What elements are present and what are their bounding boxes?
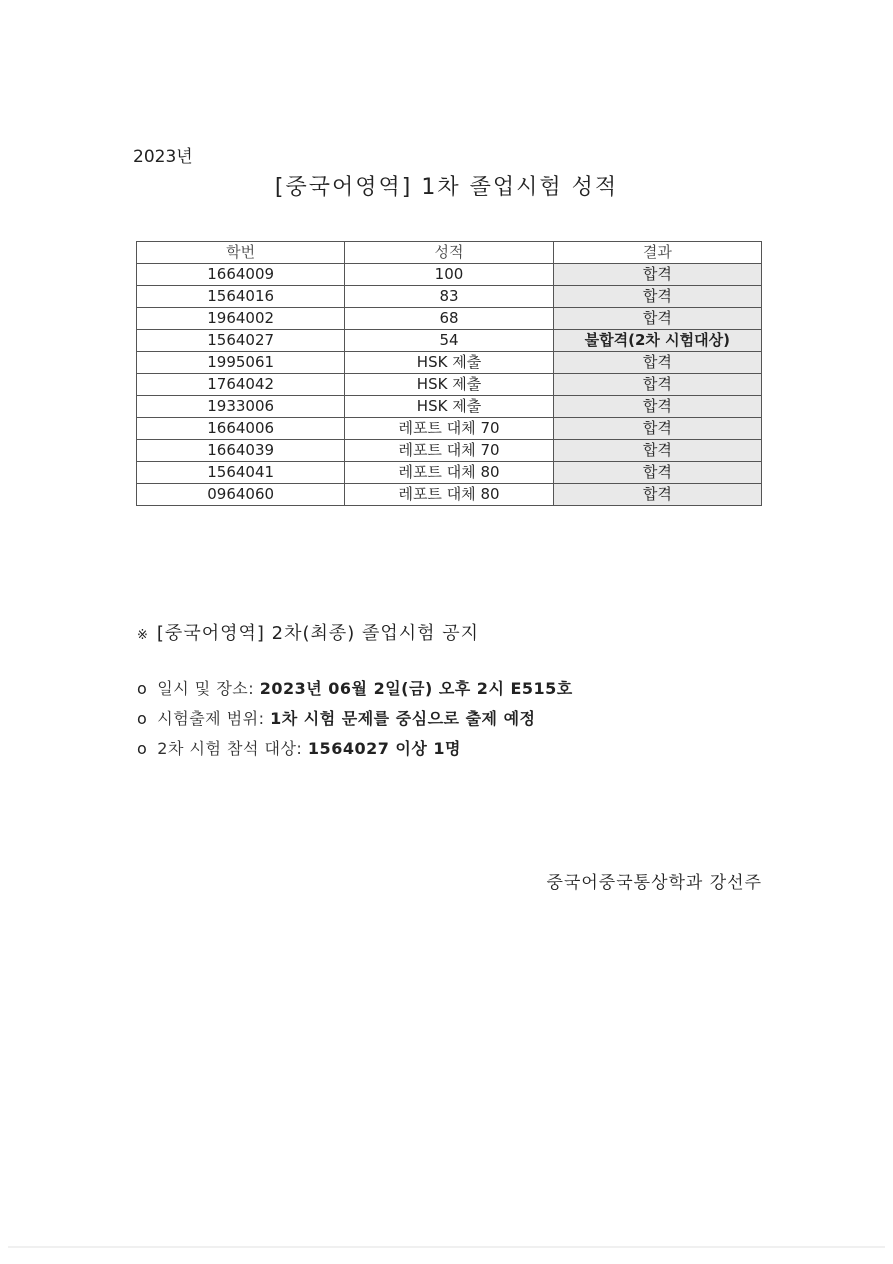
result-cell: 합격: [553, 374, 761, 396]
list-item: [137, 736, 573, 766]
table-row: [137, 418, 762, 440]
student-id-cell: 1664039: [137, 440, 345, 462]
result-cell: 합격: [553, 286, 761, 308]
result-cell: 합격: [553, 462, 761, 484]
list-item: [137, 676, 573, 706]
result-cell: 합격: [553, 396, 761, 418]
notice-heading: [137, 619, 479, 645]
notice-item-value: 2023년 06월 2일(금) 오후 2시 E515호: [259, 679, 573, 698]
table-row: [137, 286, 762, 308]
score-cell: 레포트 대체 70: [345, 418, 553, 440]
table-row: [137, 330, 762, 352]
bullet-icon: o: [137, 679, 148, 698]
notice-list: [137, 676, 573, 766]
score-cell: HSK 제출: [345, 396, 553, 418]
student-id-cell: 1564016: [137, 286, 345, 308]
score-table: [136, 241, 762, 506]
score-cell: 68: [345, 308, 553, 330]
student-id-cell: 1964002: [137, 308, 345, 330]
student-id-cell: 1564041: [137, 462, 345, 484]
notice-title-text: [중국어영역] 2차(최종) 졸업시험 공지: [156, 623, 480, 644]
student-id-cell: 1664009: [137, 264, 345, 286]
table-row: [137, 264, 762, 286]
notice-item-key: 시험출제 범위:: [157, 709, 265, 728]
table-row: [137, 374, 762, 396]
notice-item-value: 1564027 이상 1명: [307, 739, 461, 758]
score-cell: 100: [345, 264, 553, 286]
table-row: [137, 352, 762, 374]
document-year: 2023년: [133, 147, 193, 167]
student-id-cell: 0964060: [137, 484, 345, 506]
result-cell: 합격: [553, 418, 761, 440]
score-cell: 레포트 대체 80: [345, 484, 553, 506]
student-id-cell: 1564027: [137, 330, 345, 352]
table-header-row: [137, 242, 762, 264]
score-cell: HSK 제출: [345, 352, 553, 374]
notice-item-key: 2차 시험 참석 대상:: [157, 739, 303, 758]
result-cell: 합격: [553, 440, 761, 462]
header-result: 결과: [553, 242, 761, 264]
score-cell: 54: [345, 330, 553, 352]
table-row: [137, 308, 762, 330]
table-row: [137, 462, 762, 484]
student-id-cell: 1764042: [137, 374, 345, 396]
table-row: [137, 484, 762, 506]
result-cell: 합격: [553, 484, 761, 506]
result-cell: 불합격(2차 시험대상): [553, 330, 761, 352]
header-student-id: 학번: [137, 242, 345, 264]
score-cell: 83: [345, 286, 553, 308]
list-item: [137, 706, 573, 736]
notice-item-key: 일시 및 장소:: [157, 679, 255, 698]
score-cell: 레포트 대체 80: [345, 462, 553, 484]
result-cell: 합격: [553, 308, 761, 330]
notice-item-value: 1차 시험 문제를 중심으로 출제 예정: [270, 709, 536, 728]
result-cell: 합격: [553, 352, 761, 374]
result-cell: 합격: [553, 264, 761, 286]
table-row: [137, 440, 762, 462]
table-row: [137, 396, 762, 418]
scan-edge-divider: [8, 1246, 885, 1248]
score-cell: HSK 제출: [345, 374, 553, 396]
bullet-icon: o: [137, 739, 148, 758]
header-score: 성적: [345, 242, 553, 264]
reference-mark-icon: ※: [137, 628, 149, 643]
document-title: [중국어영역] 1차 졸업시험 성적: [274, 175, 619, 200]
bullet-icon: o: [137, 709, 148, 728]
student-id-cell: 1995061: [137, 352, 345, 374]
student-id-cell: 1664006: [137, 418, 345, 440]
signature: 중국어중국통상학과 강선주: [546, 873, 762, 893]
student-id-cell: 1933006: [137, 396, 345, 418]
score-cell: 레포트 대체 70: [345, 440, 553, 462]
